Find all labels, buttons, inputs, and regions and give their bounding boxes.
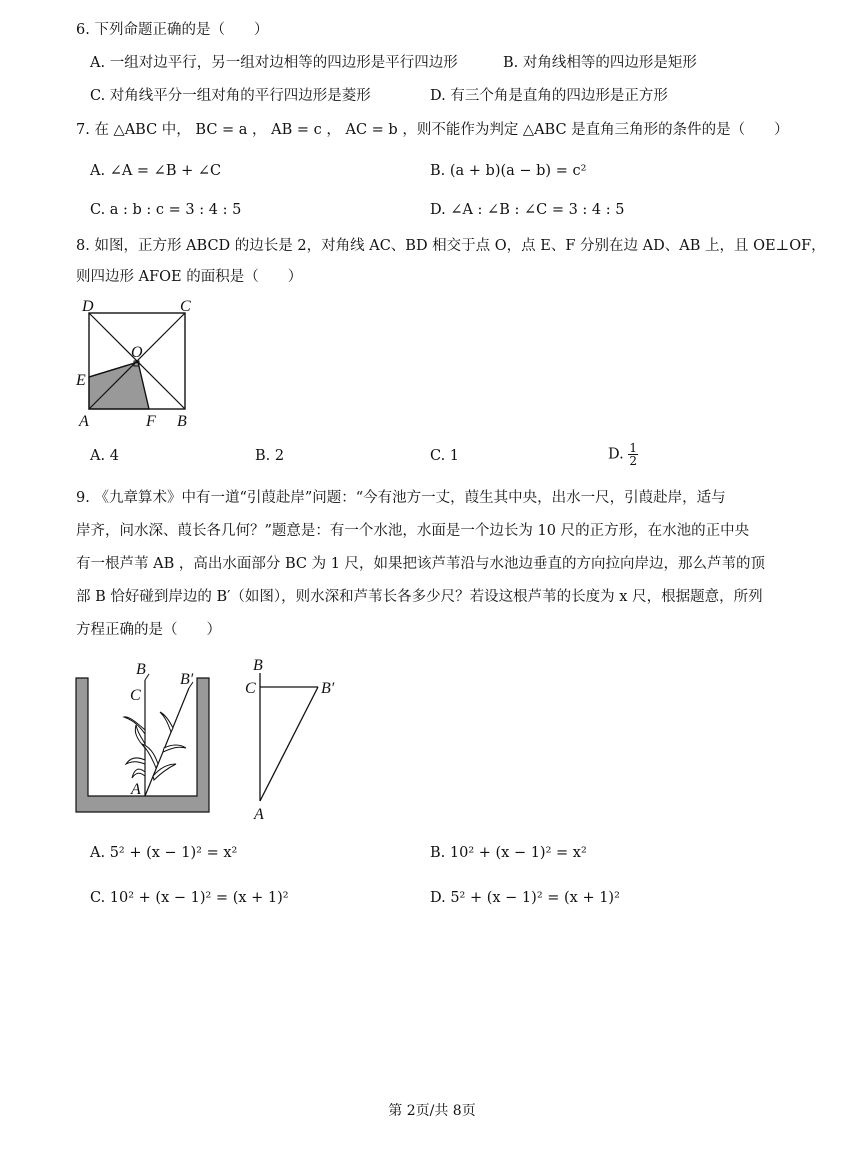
reed-leaf xyxy=(163,745,186,752)
q6-option-b: B. 对角线相等的四边形是矩形 xyxy=(503,55,697,71)
q8-option-d xyxy=(608,442,638,467)
fraction-one-half xyxy=(628,442,638,467)
label-b: B xyxy=(177,413,187,430)
label-d: D xyxy=(82,298,94,315)
label-b: B xyxy=(136,661,146,678)
page-footer: 第 2页/共 8页 xyxy=(388,1103,476,1119)
q9-option-a: A. 5² + (x − 1)² = x² xyxy=(90,845,238,861)
reed-leaf xyxy=(126,758,145,764)
q9-stem-line4: 部 B 恰好碰到岸边的 B′（如图），则水深和芦苇长各多少尺？若设这根芦苇的长度为 x 尺，根据题意，所列 xyxy=(76,589,763,605)
fraction-denominator: 2 xyxy=(629,454,637,468)
label-b-prime: B′ xyxy=(180,671,194,688)
fraction-numerator: 1 xyxy=(629,441,637,455)
q9-option-b: B. 10² + (x − 1)² = x² xyxy=(430,845,587,861)
triangle-figure xyxy=(238,655,348,825)
q8-stem-line2: 则四边形 AFOE 的面积是（ ） xyxy=(76,269,303,285)
segment-ab-prime xyxy=(260,687,318,801)
pool-reed-figure xyxy=(76,660,216,815)
label-b: B xyxy=(253,657,263,674)
label-a: A xyxy=(79,413,89,430)
q9-stem-line3: 有一根芦苇 AB ，高出水面部分 BC 为 1 尺，如果把该芦苇沿与水池边垂直的方向拉向岸边，那么芦苇的顶 xyxy=(76,556,766,572)
q9-option-c: C. 10² + (x − 1)² = (x + 1)² xyxy=(90,890,289,906)
q9-stem-line5: 方程正确的是（ ） xyxy=(76,622,221,638)
reed-leaf xyxy=(132,769,145,778)
q8-option-c: C. 1 xyxy=(430,448,460,464)
label-a: A xyxy=(131,781,141,798)
label-c: C xyxy=(245,680,256,697)
q9-option-d: D. 5² + (x − 1)² = (x + 1)² xyxy=(430,890,620,906)
q7-option-c: C. a : b : c = 3 : 4 : 5 xyxy=(90,202,242,218)
label-f: F xyxy=(146,413,156,430)
square-abcd-figure xyxy=(76,295,206,430)
label-c: C xyxy=(180,298,191,315)
q6-option-a: A. 一组对边平行，另一组对边相等的四边形是平行四边形 xyxy=(90,55,458,71)
q7-stem: 7. 在 △ABC 中， BC = a ， AB = c ， AC = b ，则不能作为判定 △ABC 是直角三角形的条件的是（ ） xyxy=(76,122,789,138)
q7-option-b: B. (a + b)(a − b) = c² xyxy=(430,163,587,179)
q8-option-d-prefix: D. xyxy=(608,446,624,463)
label-b-prime: B′ xyxy=(321,680,335,697)
q7-option-d: D. ∠A : ∠B : ∠C = 3 : 4 : 5 xyxy=(430,202,625,218)
q6-option-c: C. 对角线平分一组对角的平行四边形是菱形 xyxy=(90,88,371,104)
q6-option-d: D. 有三个角是直角的四边形是正方形 xyxy=(430,88,668,104)
q8-stem-line1: 8. 如图，正方形 ABCD 的边长是 2，对角线 AC、BD 相交于点 O，点 E、F 分别在边 AD、AB 上，且 OE⊥OF， xyxy=(76,238,826,254)
reed-leaf xyxy=(124,717,145,734)
q9-stem-line1: 9. 《九章算术》中有一道“引葭赴岸”问题：“今有池方一丈，葭生其中央，出水一尺，引葭赴岸，适与 xyxy=(76,490,726,506)
label-a: A xyxy=(254,806,264,823)
label-e: E xyxy=(76,372,86,389)
q7-option-a: A. ∠A = ∠B + ∠C xyxy=(90,163,222,179)
q8-option-a: A. 4 xyxy=(90,448,119,464)
q9-stem-line2: 岸齐，问水深、葭长各几何？”题意是：有一个水池，水面是一个边长为 10 尺的正方形，在水池的正中央 xyxy=(76,523,750,539)
reed-tilted xyxy=(145,688,189,796)
label-o: O xyxy=(131,344,143,361)
q8-option-b: B. 2 xyxy=(255,448,285,464)
label-c: C xyxy=(130,687,141,704)
reed-leaf xyxy=(160,712,173,732)
q6-stem: 6. 下列命题正确的是（ ） xyxy=(76,22,269,38)
